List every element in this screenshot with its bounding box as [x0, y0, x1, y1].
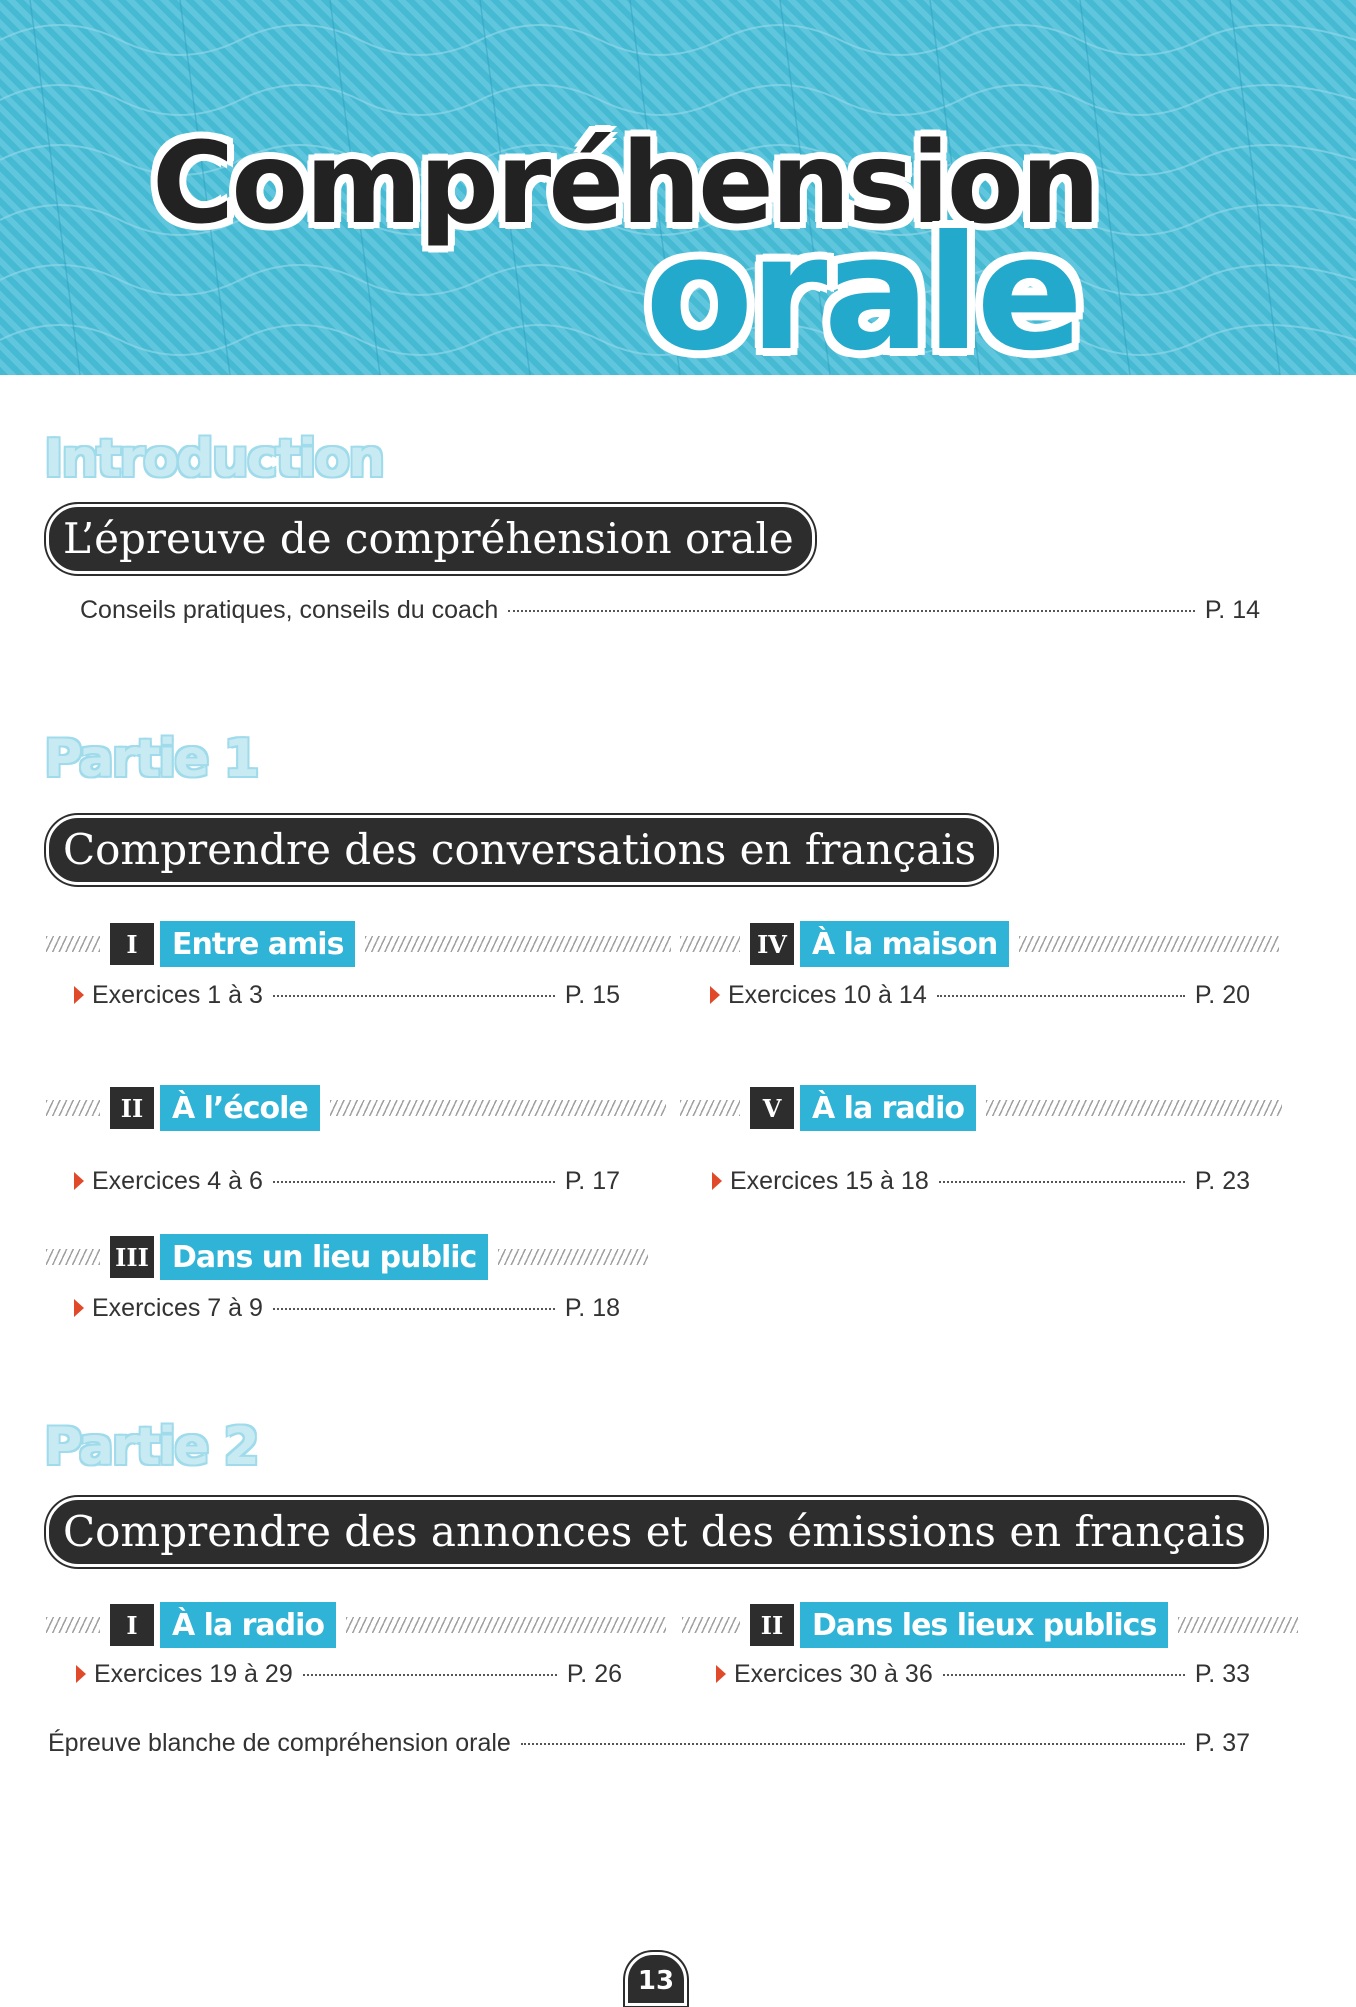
part1-section-v-entry[interactable] [712, 1167, 1250, 1196]
page-title-line2: orale [645, 202, 1080, 375]
hatch-decoration [680, 1100, 740, 1116]
hatch-decoration [682, 1617, 740, 1633]
roman-numeral: II [748, 1602, 796, 1648]
arrow-icon [76, 1665, 86, 1683]
part1-section-iii-entry[interactable] [74, 1294, 620, 1323]
dot-leader [937, 995, 1185, 997]
intro-entry[interactable] [80, 596, 1260, 625]
dot-leader [303, 1674, 557, 1676]
entry-page: P. 20 [1194, 981, 1250, 1009]
part1-section-iv-entry[interactable] [710, 981, 1250, 1010]
entry-page: P. 18 [564, 1294, 620, 1322]
intro-label: Introduction [44, 429, 384, 489]
section-title: Entre amis [160, 921, 355, 967]
roman-numeral: I [108, 1602, 156, 1648]
header-banner [0, 0, 1356, 375]
final-entry-label: Épreuve blanche de compréhension orale [48, 1729, 511, 1757]
section-title: À la radio [800, 1085, 976, 1131]
part2-label: Partie 2 [44, 1417, 258, 1477]
hatch-decoration [1178, 1617, 1298, 1633]
arrow-icon [74, 1172, 84, 1190]
intro-title: L’épreuve de compréhension orale [46, 504, 815, 574]
part2-section-i-header [46, 1602, 666, 1648]
entry-label: Exercices 4 à 6 [92, 1167, 263, 1195]
part1-section-i-entry[interactable] [74, 981, 620, 1010]
roman-numeral: III [108, 1234, 156, 1280]
dot-leader [943, 1674, 1185, 1676]
entry-page: P. 23 [1194, 1167, 1250, 1195]
hatch-decoration [46, 1249, 100, 1265]
hatch-decoration [1019, 936, 1279, 952]
entry-page: P. 33 [1194, 1660, 1250, 1688]
arrow-icon [74, 986, 84, 1004]
dot-leader [273, 1308, 555, 1310]
entry-page: P. 17 [564, 1167, 620, 1195]
part2-title: Comprendre des annonces et des émissions en français [46, 1497, 1267, 1567]
hatch-decoration [46, 1100, 100, 1116]
hatch-decoration [46, 936, 100, 952]
arrow-icon [716, 1665, 726, 1683]
arrow-icon [74, 1299, 84, 1317]
page-number: 13 [625, 1952, 687, 2006]
part1-title: Comprendre des conversations en français [46, 815, 997, 885]
part1-section-iv-header [680, 921, 1279, 967]
final-entry-page: P. 37 [1194, 1729, 1250, 1757]
intro-entry-label: Conseils pratiques, conseils du coach [80, 596, 499, 624]
roman-numeral: V [748, 1085, 796, 1131]
section-title: À la radio [160, 1602, 336, 1648]
hatch-decoration [498, 1249, 648, 1265]
dot-leader [273, 995, 555, 997]
section-title: À la maison [800, 921, 1009, 967]
entry-label: Exercices 15 à 18 [730, 1167, 929, 1195]
dot-leader [939, 1181, 1185, 1183]
hatch-decoration [346, 1617, 666, 1633]
entry-label: Exercices 30 à 36 [734, 1660, 933, 1688]
arrow-icon [712, 1172, 722, 1190]
roman-numeral: I [108, 921, 156, 967]
section-title: Dans un lieu public [160, 1234, 488, 1280]
hatch-decoration [330, 1100, 666, 1116]
roman-numeral: IV [748, 921, 796, 967]
hatch-decoration [986, 1100, 1282, 1116]
part1-section-iii-header [46, 1234, 648, 1280]
arrow-icon [710, 986, 720, 1004]
page-title-line1: Compréhension [152, 119, 1098, 249]
dot-leader [273, 1181, 555, 1183]
entry-label: Exercices 7 à 9 [92, 1294, 263, 1322]
dot-leader [508, 610, 1195, 612]
roman-numeral: II [108, 1085, 156, 1131]
part2-section-i-entry[interactable] [76, 1660, 622, 1689]
part1-label: Partie 1 [44, 729, 258, 789]
part1-section-i-header [46, 921, 671, 967]
hatch-decoration [46, 1617, 100, 1633]
hatch-decoration [365, 936, 671, 952]
final-entry[interactable] [48, 1729, 1250, 1758]
entry-label: Exercices 10 à 14 [728, 981, 927, 1009]
part2-section-ii-header [682, 1602, 1298, 1648]
section-title: Dans les lieux publics [800, 1602, 1168, 1648]
entry-page: P. 15 [564, 981, 620, 1009]
entry-page: P. 26 [566, 1660, 622, 1688]
entry-label: Exercices 19 à 29 [94, 1660, 293, 1688]
part1-section-v-header [680, 1085, 1282, 1131]
intro-entry-page: P. 14 [1204, 596, 1260, 624]
hatch-decoration [680, 936, 740, 952]
part1-section-ii-header [46, 1085, 666, 1131]
section-title: À l’école [160, 1085, 320, 1131]
part1-section-ii-entry[interactable] [74, 1167, 620, 1196]
dot-leader [521, 1743, 1185, 1745]
part2-section-ii-entry[interactable] [716, 1660, 1250, 1689]
entry-label: Exercices 1 à 3 [92, 981, 263, 1009]
